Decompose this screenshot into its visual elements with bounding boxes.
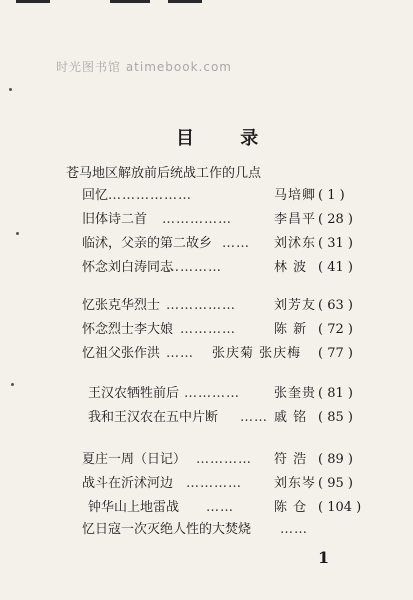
toc-leader-dots: ……: [240, 410, 268, 425]
toc-entry: [0, 384, 413, 404]
toc-entry: [0, 344, 413, 364]
toc-entry-title: 夏庄一周（日记）: [82, 452, 187, 467]
toc-entry-page: ( 77 ): [318, 346, 353, 361]
toc-entry-title: 钟华山上地雷战: [88, 500, 180, 515]
toc-entry-page: ( 31 ): [318, 236, 353, 251]
toc-entry-author: 陈 新: [274, 322, 308, 337]
toc-leader-dots: …………: [180, 322, 236, 337]
toc-entry-page: ( 95 ): [318, 476, 353, 491]
toc-entry: [0, 520, 413, 540]
toc-entry: [0, 186, 413, 206]
toc-entry-title: 忆日寇一次灭绝人性的大焚烧: [82, 522, 252, 537]
toc-leader-dots: ……: [206, 500, 234, 515]
toc-entry-title: 怀念刘白涛同志: [82, 260, 174, 275]
toc-entry-title: 我和王汉农在五中片断: [88, 410, 219, 425]
toc-entry-author: 符 浩: [274, 452, 308, 467]
page-title: 目 录: [176, 128, 279, 149]
toc-entry: [0, 450, 413, 470]
scan-edge-mark: [16, 0, 50, 3]
toc-entry-page: ( 72 ): [318, 322, 353, 337]
toc-leader-dots: ……: [222, 236, 250, 251]
toc-entry-page: ( 81 ): [318, 386, 353, 401]
toc-leader-dots: …………: [186, 476, 242, 491]
toc-entry-title: 战斗在沂沭河边: [82, 476, 174, 491]
toc-leader-dots: ……: [280, 522, 308, 537]
toc-entry-page: ( 85 ): [318, 410, 353, 425]
toc-entry-title: 临沭，父亲的第二故乡: [82, 236, 213, 251]
toc-leader-dots: …………: [166, 260, 222, 275]
toc-leader-dots: ……: [166, 346, 194, 361]
toc-entry-title: 忆张克华烈士: [82, 298, 161, 313]
toc-leader-dots: …………: [196, 452, 252, 467]
toc-entry-author: 张奎贵: [274, 386, 317, 401]
toc-entry-author: 林 波: [274, 260, 308, 275]
toc-entry-title: 忆祖父张作洪: [82, 346, 161, 361]
toc-entry-author: 刘沭东: [274, 236, 317, 251]
toc-entry-author: 张庆菊 张庆梅: [212, 346, 302, 361]
toc-entry: [0, 210, 413, 230]
scan-speck: [11, 383, 14, 386]
toc-entry: [0, 296, 413, 316]
toc-leader-dots: ……………: [162, 212, 232, 227]
toc-entry: [0, 234, 413, 254]
toc-entry-author: 李昌平: [274, 212, 317, 227]
toc-entry-author: 刘东岑: [274, 476, 317, 491]
toc-leader-dots: ………………: [108, 188, 192, 203]
toc-entry-page: ( 89 ): [318, 452, 353, 467]
toc-entry-author: 刘芳友: [274, 298, 317, 313]
toc-entry: [0, 320, 413, 340]
toc-entry: [0, 164, 413, 184]
toc-entry-title: 回忆: [82, 188, 109, 203]
toc-entry-title: 怀念烈士李大娘: [82, 322, 174, 337]
toc-entry-title: 苍马地区解放前后统战工作的几点: [66, 166, 262, 181]
toc-entry-title: 旧体诗二首: [82, 212, 148, 227]
page-number: 1: [318, 548, 330, 567]
toc-entry-page: ( 28 ): [318, 212, 353, 227]
scan-speck: [9, 88, 12, 91]
toc-entry-page: ( 1 ): [318, 188, 345, 203]
scan-edge-mark: [110, 0, 150, 3]
toc-entry: [0, 408, 413, 428]
toc-entry-author: 戚 铭: [274, 410, 308, 425]
toc-leader-dots: …………: [184, 386, 240, 401]
scan-edge-mark: [168, 0, 202, 3]
toc-entry-author: 马培卿: [274, 188, 317, 203]
toc-entry: [0, 258, 413, 278]
watermark: 时光图书馆 atimebook.com: [56, 60, 232, 74]
toc-leader-dots: ……………: [166, 298, 236, 313]
toc-entry: [0, 498, 413, 518]
toc-entry-page: ( 104 ): [318, 500, 362, 515]
scan-speck: [16, 232, 19, 235]
toc-entry-page: ( 63 ): [318, 298, 353, 313]
toc-entry-title: 王汉农牺牲前后: [88, 386, 180, 401]
toc-entry: [0, 474, 413, 494]
toc-entry-author: 陈 仓: [274, 500, 308, 515]
toc-entry-page: ( 41 ): [318, 260, 353, 275]
